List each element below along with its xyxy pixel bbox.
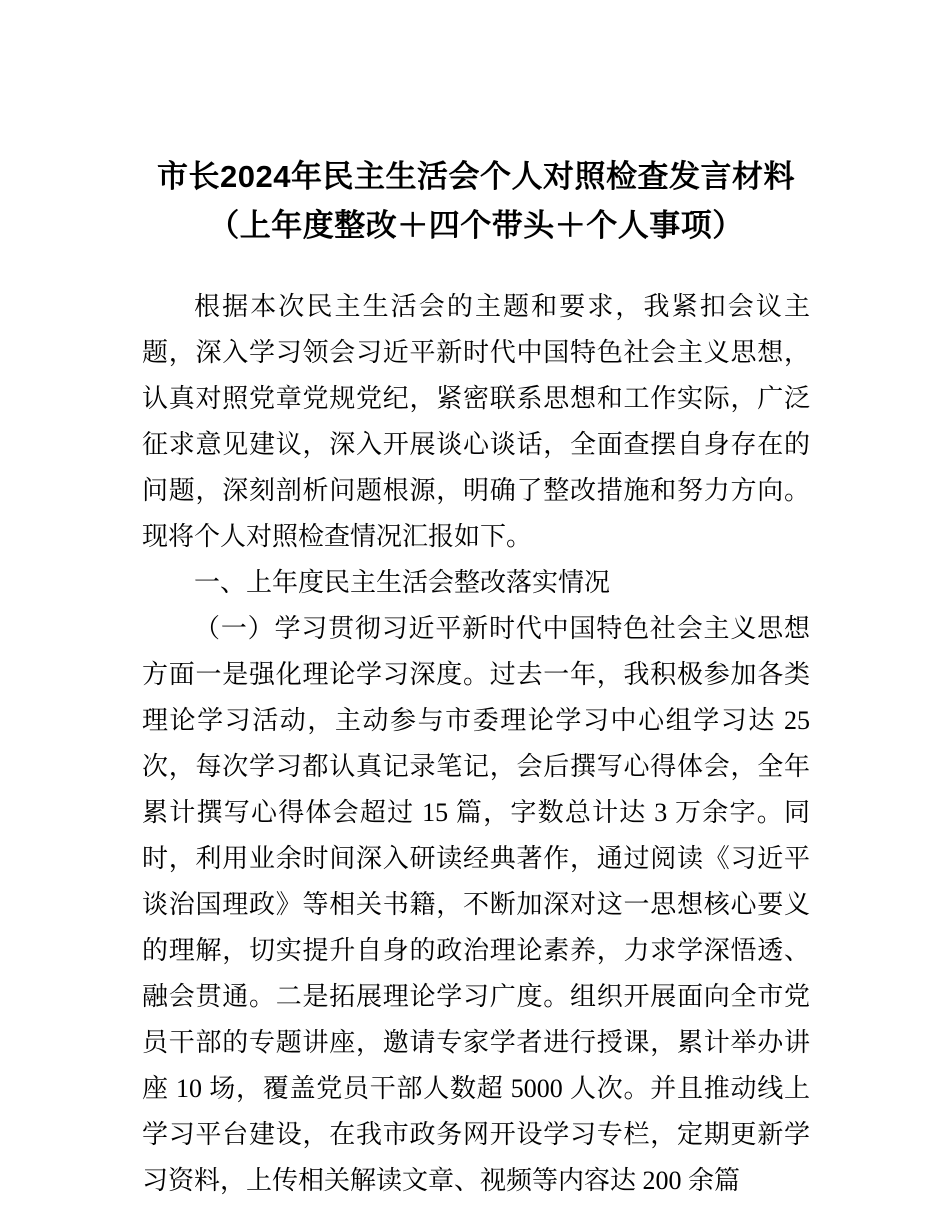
document-body bbox=[142, 284, 810, 1204]
document-title-line-1: 市长2024年民主生活会个人对照检查发言材料 bbox=[157, 159, 795, 194]
section-heading-1: 一、上年度民主生活会整改落实情况 bbox=[194, 568, 611, 597]
document-title-line-2: （上年度整改＋四个带头＋个人事项） bbox=[208, 208, 744, 243]
paragraph-introduction: 根据本次民主生活会的主题和要求，我紧扣会议主题，深入学习领会习近平新时代中国特色社会主义思想，认真对照党章党规党纪，紧密联系思想和工作实际，广泛征求意见建议，深入开展谈心谈话，全面查摆自身存在的问题，深刻剖析问题根源，明确了整改措施和努力方向。现将个人对照检查情况汇报如下。 bbox=[142, 292, 810, 551]
paragraph-section-1-body: （一）学习贯彻习近平新时代中国特色社会主义思想方面一是强化理论学习深度。过去一年，我积极参加各类理论学习活动，主动参与市委理论学习中心组学习达 25 次，每次学习都认真记录笔记，会后撰写心得体会，全年累计撰写心得体会超过 15 篇，字数总计达 3 万余字。同时，利用业余时间深入研读经典著作，通过阅读《习近平谈治国理政》等相关书籍，不断加深对这一思想核心要义的理解，切实提升自身的政治理论素养，力求学深悟透、融会贯通。二是拓展理论学习广度。组织开展面向全市党员干部的专题讲座，邀请专家学者进行授课，累计举办讲座 10 场，覆盖党员干部人数超 5000 人次。并且推动线上学习平台建设，在我市政务网开设学习专栏，定期更新学习资料，上传相关解读文章、视频等内容达 200 余篇 bbox=[142, 614, 810, 1195]
document-title bbox=[142, 152, 810, 250]
